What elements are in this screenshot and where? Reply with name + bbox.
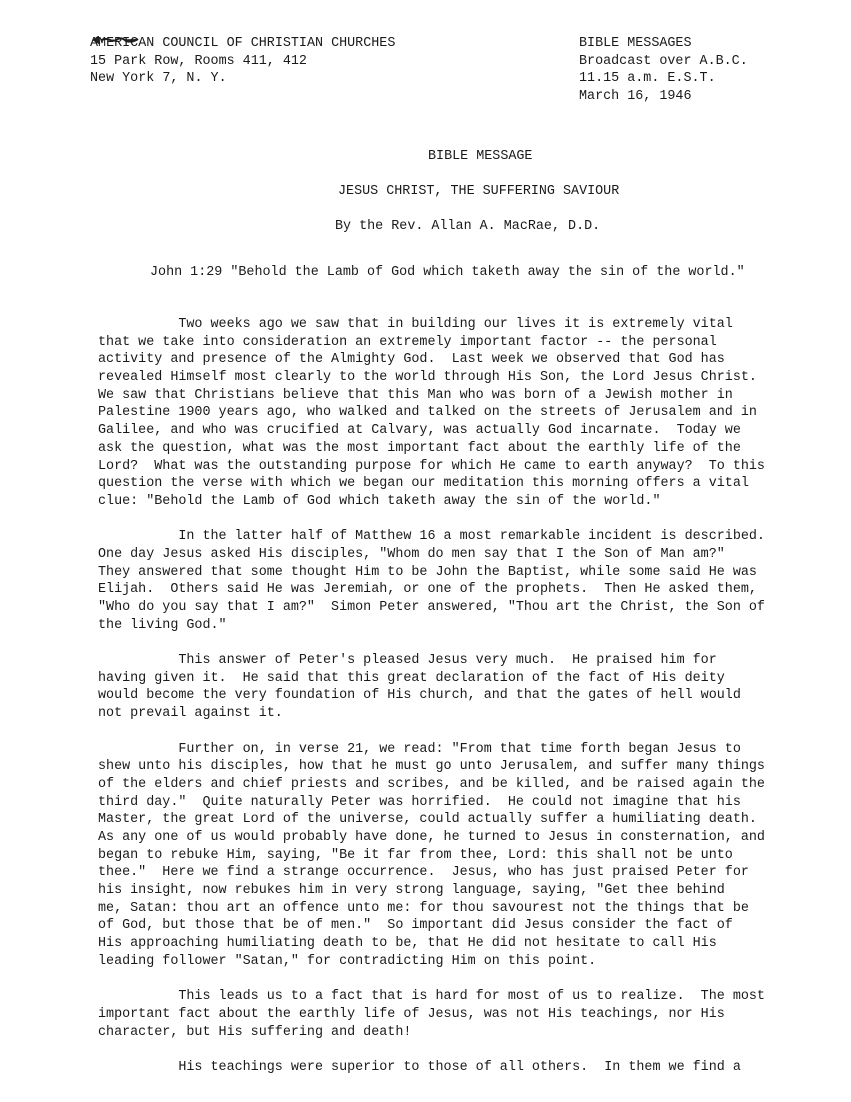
text-line: began to rebuke Him, saying, "Be it far from thee, Lord: this shall not be unto (98, 847, 733, 863)
text-line: ask the question, what was the most important fact about the earthly life of the (98, 440, 741, 456)
text-line: important fact about the earthly life of Jesus, was not His teachings, nor His (98, 1006, 725, 1022)
text-line: his insight, now rebukes him in very strong language, saying, "Get thee behind (98, 883, 725, 898)
text-line: This leads us to a fact that is hard for most of us to realize. The most (98, 989, 765, 1005)
text-line: me, Satan: thou art an offence unto me: for thou savourest not the things that be (98, 900, 749, 916)
text-line: Palestine 1900 years ago, who walked and talked on the streets of Jerusalem and in (98, 405, 757, 421)
text-line: would become the very foundation of His church, and that the gates of hell would (98, 688, 741, 704)
text-line: of God, but those that be of men." So important did Jesus consider the fact of (98, 918, 733, 934)
organization-name: AMERICAN COUNCIL OF CHRISTIAN CHURCHES (90, 36, 396, 51)
series-name: BIBLE MESSAGES (579, 36, 692, 51)
paragraph (98, 1059, 765, 1077)
broadcast-network: Broadcast over A.B.C. (579, 53, 748, 69)
epigraph-verse: John 1:29 "Behold the Lamb of God which taketh away the sin of the world." (150, 265, 745, 280)
text-line: His approaching humiliating death to be, that He did not hesitate to call His (98, 936, 717, 952)
paragraph (98, 528, 765, 634)
text-line: leading follower "Satan," for contradicting Him on this point. (98, 953, 597, 969)
text-line: that we take into consideration an extremely important factor -- the personal (98, 334, 717, 350)
broadcast-info (579, 35, 748, 106)
paragraph (98, 316, 765, 511)
text-line: His teachings were superior to those of all others. In them we find a (98, 1059, 741, 1075)
text-line: not prevail against it. (98, 706, 283, 722)
text-line: Elijah. Others said He was Jeremiah, or one of the prophets. Then He asked them, (98, 582, 757, 598)
message-body (98, 316, 765, 1094)
text-line: clue: "Behold the Lamb of God which taketh away the sin of the world." (98, 493, 661, 509)
broadcast-time: 11.15 a.m. E.S.T. (579, 71, 716, 87)
author-line: By the Rev. Allan A. MacRae, D.D. (335, 219, 601, 234)
text-line: As any one of us would probably have done, he turned to Jesus in consternation, and (98, 829, 765, 845)
text-line: activity and presence of the Almighty God. Last week we observed that God has (98, 352, 725, 368)
text-line: the living God." (98, 617, 227, 633)
organization-address (90, 35, 395, 88)
text-line: question the verse with which we began our meditation this morning offers a vital (98, 476, 749, 492)
paragraph (98, 652, 765, 723)
broadcast-date: March 16, 1946 (579, 89, 692, 105)
paragraph (98, 988, 765, 1041)
text-line: of the elders and chief priests and scribes, and be killed, and be raised again the (98, 776, 765, 792)
text-line: revealed Himself most clearly to the world through His Son, the Lord Jesus Christ. (98, 370, 757, 386)
text-line: This answer of Peter's pleased Jesus very much. He praised him for (98, 653, 717, 669)
document-heading: BIBLE MESSAGE (428, 149, 533, 164)
text-line: Further on, in verse 21, we read: "From that time forth began Jesus to (98, 741, 741, 757)
city-address: New York 7, N. Y. (90, 71, 227, 87)
text-line: Two weeks ago we saw that in building our lives it is extremely vital (98, 317, 733, 332)
text-line: Lord? What was the outstanding purpose for which He came to earth anyway? To this (98, 458, 765, 474)
text-line: We saw that Christians believe that this Man who was born of a Jewish mother in (98, 387, 733, 403)
text-line: thee." Here we find a strange occurrence. Jesus, who has just praised Peter for (98, 865, 749, 881)
text-line: "Who do you say that I am?" Simon Peter answered, "Thou art the Christ, the Son of (98, 600, 765, 615)
text-line: They answered that some thought Him to be John the Baptist, while some said He was (98, 564, 757, 580)
text-line: One day Jesus asked His disciples, "Whom do men say that I the Son of Man am?" (98, 546, 725, 562)
text-line: shew unto his disciples, how that he must go unto Jerusalem, and suffer many things (98, 759, 765, 775)
text-line: Master, the great Lord of the universe, could actually suffer a humiliating death. (98, 812, 757, 828)
text-line: third day." Quite naturally Peter was horrified. He could not imagine that his (98, 794, 741, 810)
text-line: having given it. He said that this great declaration of the fact of His deity (98, 670, 725, 686)
text-line: character, but His suffering and death! (98, 1024, 412, 1040)
document-title: JESUS CHRIST, THE SUFFERING SAVIOUR (338, 184, 620, 199)
text-line: In the latter half of Matthew 16 a most remarkable incident is described. (98, 529, 765, 545)
paragraph (98, 741, 765, 971)
street-address: 15 Park Row, Rooms 411, 412 (90, 53, 307, 69)
text-line: Galilee, and who was crucified at Calvary, was actually God incarnate. Today we (98, 423, 741, 439)
